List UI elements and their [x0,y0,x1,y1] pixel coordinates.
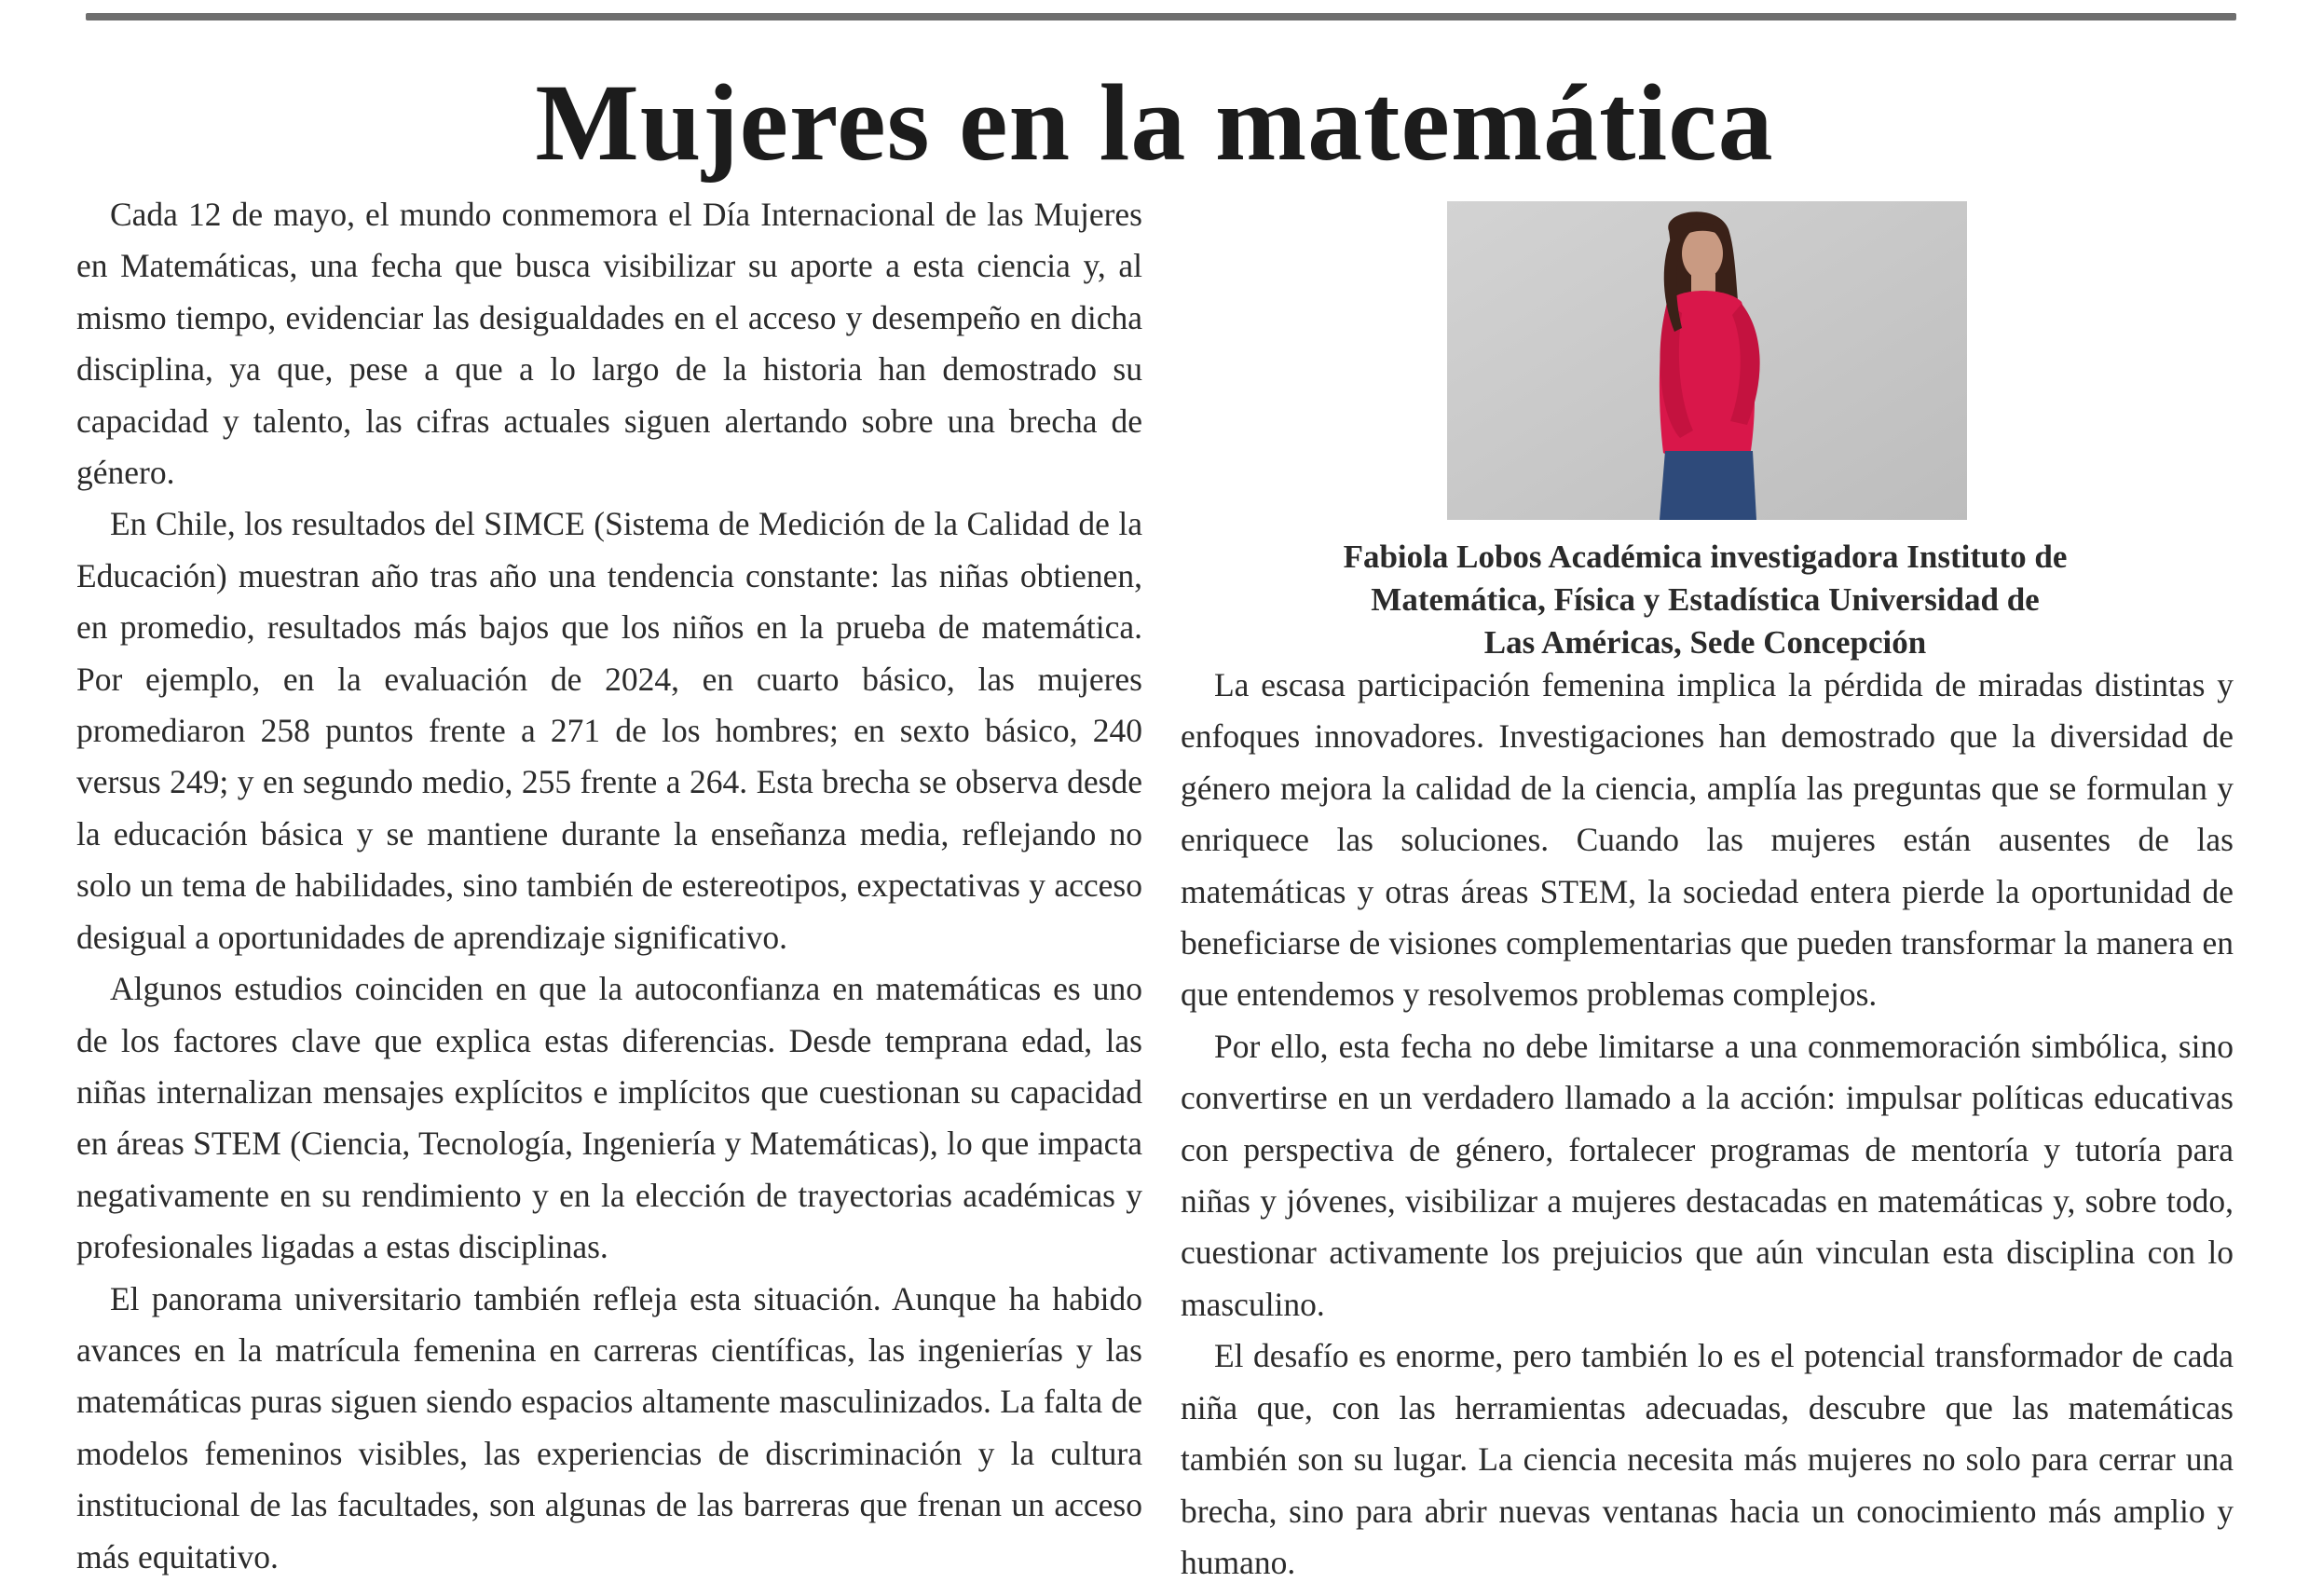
jeans [1660,451,1756,520]
face [1682,227,1723,280]
photo-caption [1239,536,2171,664]
caption-line: Las Américas, Sede Concepción [1483,624,1927,661]
paragraph: El panorama universitario también refleja esta situación. Aunque ha habido avances en la matrícula femenina en carreras científicas, las ingenierías y las matemáticas puras siguen siendo espacios altamente masculinizados. La falta de modelos femeninos visibles, las experiencias de discriminación y la cultura institucional de las facultades, son algunas de las barreras que frenan un acceso más equitativo. [76,1279,1142,1576]
top-rule [86,13,2236,20]
paragraph: En Chile, los resultados del SIMCE (Sistema de Medición de la Calidad de la Educación) muestran año tras año una tendencia constante: las niñas obtienen, en promedio, resultados más bajos que los niños en la prueba de matemática. Por ejemplo, en la evaluación de 2024, en cuarto básico, las mujeres promediaron 258 puntos frente a 271 de los hombres; en sexto básico, 240 versus 249; y en segundo medio, 255 frente a 264. Esta brecha se observa desde la educación básica y se mantiene durante la enseñanza media, reflejando no solo un tema de habilidades, sino también de estereotipos, expectativas y acceso desigual a oportunidades de aprendizaje significativo. [76,505,1142,956]
paragraph: Cada 12 de mayo, el mundo conmemora el Día Internacional de las Mujeres en Matemáticas, una fecha que busca visibilizar su aporte a esta ciencia y, al mismo tiempo, evidenciar las desigualdades en el acceso y desempeño en dicha disciplina, ya que, pese a que a lo largo de la historia han demostrado su capacidad y talento, las cifras actuales siguen alertando sobre una brecha de género. [76,196,1142,492]
left-column [76,189,1142,1583]
paragraph: Algunos estudios coinciden en que la autoconfianza en matemáticas es uno de los factores clave que explica estas diferencias. Desde temprana edad, las niñas internalizan mensajes explícitos e implícitos que cuestionan su capacidad en áreas STEM (Ciencia, Tecnología, Ingeniería y Matemáticas), lo que impacta negativamente en su rendimiento y en la elección de trayectorias académicas y profesionales ligadas a estas disciplinas. [76,970,1142,1266]
article-title: Mujeres en la matemática [535,61,1774,184]
right-column [1181,660,2234,1589]
portrait-photo [1447,201,1967,520]
caption-line: Matemática, Física y Estadística Universidad de [1371,581,2040,618]
paragraph: La escasa participación femenina implica la pérdida de miradas distintas y enfoques innovadores. Investigaciones han demostrado que la diversidad de género mejora la calidad de la ciencia, amplía las preguntas que se formulan y enriquece las soluciones. Cuando las mujeres están ausentes de las matemáticas y otras áreas STEM, la sociedad entera pierde la oportunidad de beneficiarse de visiones complementarias que pueden transformar la manera en que entendemos y resolvemos problemas complejos. [1181,666,2234,1014]
paragraph: Por ello, esta fecha no debe limitarse a una conmemoración simbólica, sino convertirse en un verdadero llamado a la acción: impulsar políticas educativas con perspectiva de género, fortalecer programas de mentoría y tutoría para niñas y jóvenes, visibilizar a mujeres destacadas en matemáticas y, sobre todo, cuestionar activamente los prejuicios que aún vinculan esta disciplina con lo masculino. [1181,1027,2234,1323]
caption-line: Fabiola Lobos Académica investigadora Instituto de [1343,539,2068,575]
paragraph: El desafío es enorme, pero también lo es el potencial transformador de cada niña que, con las herramientas adecuadas, descubre que las matemáticas también son su lugar. La ciencia necesita más mujeres no solo para cerrar una brecha, sino para abrir nuevas ventanas hacia un conocimiento más amplio y humano. [1181,1337,2234,1581]
portrait-illustration [1447,201,1967,520]
